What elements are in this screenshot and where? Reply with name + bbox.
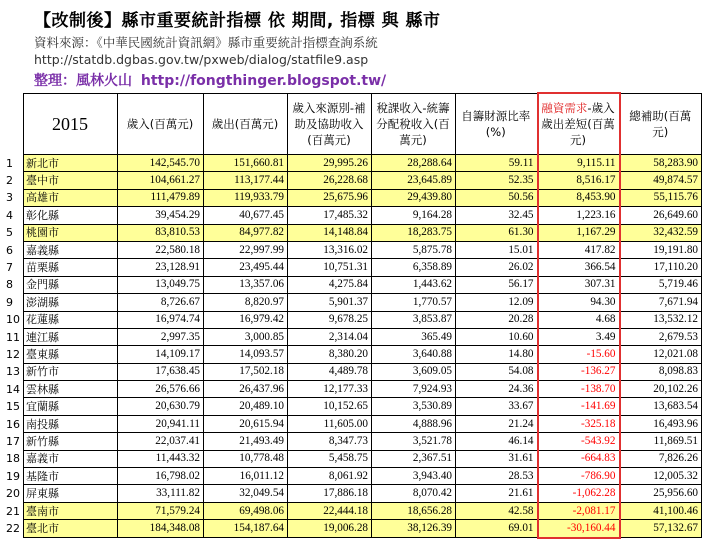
row-index: 14 [6, 382, 20, 396]
income-cell: 16,974.74 [118, 311, 204, 328]
expense-cell: 151,660.81 [204, 155, 288, 172]
revenue-source-cell: 2,314.04 [288, 328, 372, 345]
self-ratio-cell: 28.53 [456, 468, 538, 485]
revenue-source-cell: 9,678.25 [288, 311, 372, 328]
income-cell: 22,580.18 [118, 241, 204, 258]
income-cell: 8,726.67 [118, 294, 204, 311]
tax-share-cell: 3,609.05 [372, 363, 456, 380]
expense-cell: 154,187.64 [204, 520, 288, 538]
subsidy-cell: 20,102.26 [620, 381, 702, 398]
funding-need-cell: -136.27 [538, 363, 620, 380]
subsidy-cell: 57,132.67 [620, 520, 702, 538]
expense-cell: 16,011.12 [204, 468, 288, 485]
income-cell: 104,661.27 [118, 172, 204, 189]
county-name: 花蓮縣 [24, 311, 118, 328]
expense-cell: 14,093.57 [204, 346, 288, 363]
subsidy-cell: 41,100.46 [620, 502, 702, 519]
row-index: 18 [6, 452, 20, 466]
subsidy-cell: 55,115.76 [620, 189, 702, 206]
income-cell: 22,037.41 [118, 433, 204, 450]
revenue-source-cell: 5,458.75 [288, 450, 372, 467]
funding-need-cell: 307.31 [538, 276, 620, 293]
self-ratio-cell: 33.67 [456, 398, 538, 415]
subsidy-cell: 17,110.20 [620, 259, 702, 276]
income-cell: 184,348.08 [118, 520, 204, 538]
expense-header: 歲出(百萬元) [204, 93, 288, 155]
tax-share-cell: 3,530.89 [372, 398, 456, 415]
table-row [4, 485, 702, 502]
income-cell: 16,798.02 [118, 468, 204, 485]
tax-share-cell: 8,070.42 [372, 485, 456, 502]
county-name: 連江縣 [24, 328, 118, 345]
tax-share-cell: 3,943.40 [372, 468, 456, 485]
expense-cell: 21,493.49 [204, 433, 288, 450]
revenue-source-cell: 22,444.18 [288, 502, 372, 519]
county-name: 臺中市 [24, 172, 118, 189]
table-row [4, 155, 702, 172]
self-ratio-header: 自籌財源比率(%) [456, 93, 538, 155]
subsidy-cell: 7,826.26 [620, 450, 702, 467]
row-index: 16 [6, 417, 20, 431]
row-index: 3 [6, 191, 13, 205]
table-row [4, 276, 702, 293]
subsidy-cell: 13,683.54 [620, 398, 702, 415]
subsidy-cell: 8,098.83 [620, 363, 702, 380]
tax-share-cell: 1,443.62 [372, 276, 456, 293]
tax-share-cell: 3,521.78 [372, 433, 456, 450]
table-body [4, 155, 702, 538]
self-ratio-cell: 24.36 [456, 381, 538, 398]
expense-cell: 84,977.82 [204, 224, 288, 241]
table-header-row [4, 93, 702, 155]
credit-line [34, 70, 390, 90]
row-index: 21 [6, 504, 20, 518]
self-ratio-cell: 50.56 [456, 189, 538, 206]
funding-need-header-b: -歲入歲出差短(百萬元) [541, 101, 615, 147]
revenue-source-cell: 25,675.96 [288, 189, 372, 206]
table-row [4, 433, 702, 450]
revenue-source-cell: 5,901.37 [288, 294, 372, 311]
funding-need-cell: 8,516.17 [538, 172, 620, 189]
revenue-source-cell: 4,489.78 [288, 363, 372, 380]
self-ratio-cell: 21.24 [456, 415, 538, 432]
county-name: 苗栗縣 [24, 259, 118, 276]
revenue-source-cell: 8,347.73 [288, 433, 372, 450]
subsidy-cell: 58,283.90 [620, 155, 702, 172]
self-ratio-cell: 10.60 [456, 328, 538, 345]
table-row [4, 207, 702, 224]
revenue-source-cell: 12,177.33 [288, 381, 372, 398]
county-name: 雲林縣 [24, 381, 118, 398]
revenue-source-cell: 8,061.92 [288, 468, 372, 485]
tax-share-cell: 9,164.28 [372, 207, 456, 224]
county-name: 嘉義縣 [24, 241, 118, 258]
self-ratio-cell: 32.45 [456, 207, 538, 224]
county-name: 澎湖縣 [24, 294, 118, 311]
table-row [4, 381, 702, 398]
row-index: 9 [6, 295, 13, 309]
subsidy-header: 總補助(百萬元) [620, 93, 702, 155]
tax-share-cell: 3,640.88 [372, 346, 456, 363]
funding-need-cell: 9,115.11 [538, 155, 620, 172]
funding-need-cell: -141.69 [538, 398, 620, 415]
table-row [4, 468, 702, 485]
county-name: 基隆市 [24, 468, 118, 485]
subsidy-cell: 25,956.60 [620, 485, 702, 502]
table-row [4, 328, 702, 345]
self-ratio-cell: 12.09 [456, 294, 538, 311]
income-cell: 13,049.75 [118, 276, 204, 293]
county-name: 宜蘭縣 [24, 398, 118, 415]
table-row [4, 294, 702, 311]
revenue-source-cell: 4,275.84 [288, 276, 372, 293]
revenue-source-header: 歲入來源別-補助及協助收入(百萬元) [288, 93, 372, 155]
county-name: 臺南市 [24, 502, 118, 519]
subsidy-cell: 26,649.60 [620, 207, 702, 224]
tax-share-cell: 18,283.75 [372, 224, 456, 241]
county-name: 高雄市 [24, 189, 118, 206]
self-ratio-cell: 14.80 [456, 346, 538, 363]
subsidy-cell: 16,493.96 [620, 415, 702, 432]
subsidy-cell: 11,869.51 [620, 433, 702, 450]
income-cell: 111,479.89 [118, 189, 204, 206]
income-cell: 33,111.82 [118, 485, 204, 502]
funding-need-cell: -15.60 [538, 346, 620, 363]
subsidy-cell: 12,021.08 [620, 346, 702, 363]
county-name: 桃園市 [24, 224, 118, 241]
table-row [4, 172, 702, 189]
self-ratio-cell: 15.01 [456, 241, 538, 258]
subsidy-cell: 49,874.57 [620, 172, 702, 189]
subsidy-cell: 19,191.80 [620, 241, 702, 258]
revenue-source-cell: 11,605.00 [288, 415, 372, 432]
revenue-source-cell: 17,485.32 [288, 207, 372, 224]
county-name: 新竹縣 [24, 433, 118, 450]
credit-label: 整理：風林火山 [34, 73, 132, 89]
row-index: 6 [6, 243, 13, 257]
self-ratio-cell: 69.01 [456, 520, 538, 538]
row-index: 8 [6, 278, 13, 292]
subsidy-cell: 5,719.46 [620, 276, 702, 293]
funding-need-cell: 4.68 [538, 311, 620, 328]
table-row [4, 224, 702, 241]
funding-need-cell: 417.82 [538, 241, 620, 258]
self-ratio-cell: 20.28 [456, 311, 538, 328]
table-row [4, 346, 702, 363]
revenue-source-cell: 26,228.68 [288, 172, 372, 189]
table-row [4, 415, 702, 432]
income-cell: 11,443.32 [118, 450, 204, 467]
county-name: 新北市 [24, 155, 118, 172]
row-index: 10 [6, 313, 20, 327]
income-header: 歲入(百萬元) [118, 93, 204, 155]
income-cell: 39,454.29 [118, 207, 204, 224]
expense-cell: 10,778.48 [204, 450, 288, 467]
expense-cell: 20,489.10 [204, 398, 288, 415]
expense-cell: 113,177.44 [204, 172, 288, 189]
self-ratio-cell: 21.61 [456, 485, 538, 502]
table-row [4, 502, 702, 519]
expense-cell: 119,933.79 [204, 189, 288, 206]
income-cell: 71,579.24 [118, 502, 204, 519]
source-url[interactable]: http://statdb.dgbas.gov.tw/pxweb/dialog/statfile9.asp [34, 52, 369, 67]
row-index: 15 [6, 400, 20, 414]
stats-table [4, 92, 702, 539]
expense-cell: 16,979.42 [204, 311, 288, 328]
expense-cell: 8,820.97 [204, 294, 288, 311]
expense-cell: 22,997.99 [204, 241, 288, 258]
revenue-source-cell: 29,995.26 [288, 155, 372, 172]
table-row [4, 398, 702, 415]
subsidy-cell: 12,005.32 [620, 468, 702, 485]
revenue-source-cell: 14,148.84 [288, 224, 372, 241]
funding-need-cell: -1,062.28 [538, 485, 620, 502]
subsidy-cell: 32,432.59 [620, 224, 702, 241]
tax-share-cell: 365.49 [372, 328, 456, 345]
row-index: 20 [6, 487, 20, 501]
funding-need-cell: -786.90 [538, 468, 620, 485]
income-cell: 17,638.45 [118, 363, 204, 380]
row-index: 12 [6, 347, 20, 361]
income-cell: 20,630.79 [118, 398, 204, 415]
table-row [4, 241, 702, 258]
expense-cell: 17,502.18 [204, 363, 288, 380]
table-row [4, 311, 702, 328]
revenue-source-cell: 19,006.28 [288, 520, 372, 538]
tax-share-cell: 29,439.80 [372, 189, 456, 206]
income-cell: 14,109.17 [118, 346, 204, 363]
county-name: 新竹市 [24, 363, 118, 380]
tax-share-cell: 1,770.57 [372, 294, 456, 311]
tax-share-cell: 38,126.39 [372, 520, 456, 538]
revenue-source-cell: 8,380.20 [288, 346, 372, 363]
county-name: 嘉義市 [24, 450, 118, 467]
county-name: 南投縣 [24, 415, 118, 432]
expense-cell: 69,498.06 [204, 502, 288, 519]
self-ratio-cell: 52.35 [456, 172, 538, 189]
index-header [4, 93, 24, 155]
self-ratio-cell: 26.02 [456, 259, 538, 276]
tax-share-header: 稅課收入-統籌分配稅收入(百萬元) [372, 93, 456, 155]
revenue-source-cell: 10,751.31 [288, 259, 372, 276]
self-ratio-cell: 56.17 [456, 276, 538, 293]
income-cell: 83,810.53 [118, 224, 204, 241]
expense-cell: 40,677.45 [204, 207, 288, 224]
revenue-source-cell: 13,316.02 [288, 241, 372, 258]
row-index: 11 [6, 330, 20, 344]
income-cell: 20,941.11 [118, 415, 204, 432]
funding-need-cell: -138.70 [538, 381, 620, 398]
self-ratio-cell: 42.58 [456, 502, 538, 519]
funding-need-cell: 8,453.90 [538, 189, 620, 206]
self-ratio-cell: 46.14 [456, 433, 538, 450]
tax-share-cell: 3,853.87 [372, 311, 456, 328]
expense-cell: 3,000.85 [204, 328, 288, 345]
funding-need-header-a: 融資需求 [541, 101, 588, 115]
table-row [4, 189, 702, 206]
revenue-source-cell: 10,152.65 [288, 398, 372, 415]
row-index: 17 [6, 434, 20, 448]
self-ratio-cell: 61.30 [456, 224, 538, 241]
expense-cell: 13,357.06 [204, 276, 288, 293]
row-index: 2 [6, 174, 13, 188]
tax-share-cell: 6,358.89 [372, 259, 456, 276]
revenue-source-cell: 17,886.18 [288, 485, 372, 502]
tax-share-cell: 23,645.89 [372, 172, 456, 189]
row-index: 13 [6, 365, 20, 379]
row-index: 1 [6, 156, 13, 170]
table-row [4, 259, 702, 276]
row-index: 4 [6, 208, 13, 222]
funding-need-cell: -543.92 [538, 433, 620, 450]
funding-need-cell: -2,081.17 [538, 502, 620, 519]
funding-need-cell: -30,160.44 [538, 520, 620, 538]
expense-cell: 23,495.44 [204, 259, 288, 276]
page-title: 【改制後】縣市重要統計指標 依 期間, 指標 與 縣市 [34, 11, 441, 31]
tax-share-cell: 18,656.28 [372, 502, 456, 519]
row-index: 19 [6, 469, 20, 483]
tax-share-cell: 7,924.93 [372, 381, 456, 398]
table-row [4, 520, 702, 538]
year-header: 2015 [24, 93, 118, 155]
county-name: 屏東縣 [24, 485, 118, 502]
tax-share-cell: 5,875.78 [372, 241, 456, 258]
funding-need-cell: 94.30 [538, 294, 620, 311]
source-line: 資料來源：《中華民國統計資訊網》縣市重要統計指標查詢系統 [34, 35, 378, 50]
row-index: 7 [6, 261, 13, 275]
funding-need-cell: 1,223.16 [538, 207, 620, 224]
county-name: 彰化縣 [24, 207, 118, 224]
expense-cell: 20,615.94 [204, 415, 288, 432]
subsidy-cell: 7,671.94 [620, 294, 702, 311]
row-index: 5 [6, 226, 13, 240]
credit-url[interactable]: http://fongthinger.blogspot.tw/ [140, 73, 387, 89]
income-cell: 26,576.66 [118, 381, 204, 398]
county-name: 金門縣 [24, 276, 118, 293]
funding-need-cell: -664.83 [538, 450, 620, 467]
self-ratio-cell: 59.11 [456, 155, 538, 172]
subsidy-cell: 2,679.53 [620, 328, 702, 345]
row-index: 22 [6, 522, 20, 536]
expense-cell: 26,437.96 [204, 381, 288, 398]
self-ratio-cell: 31.61 [456, 450, 538, 467]
tax-share-cell: 4,888.96 [372, 415, 456, 432]
funding-need-cell: 366.54 [538, 259, 620, 276]
income-cell: 142,545.70 [118, 155, 204, 172]
expense-cell: 32,049.54 [204, 485, 288, 502]
subsidy-cell: 13,532.12 [620, 311, 702, 328]
income-cell: 2,997.35 [118, 328, 204, 345]
county-name: 臺東縣 [24, 346, 118, 363]
funding-need-cell: 1,167.29 [538, 224, 620, 241]
funding-need-cell: -325.18 [538, 415, 620, 432]
table-row [4, 450, 702, 467]
tax-share-cell: 2,367.51 [372, 450, 456, 467]
tax-share-cell: 28,288.64 [372, 155, 456, 172]
funding-need-header [538, 93, 620, 155]
self-ratio-cell: 54.08 [456, 363, 538, 380]
table-row [4, 363, 702, 380]
income-cell: 23,128.91 [118, 259, 204, 276]
funding-need-cell: 3.49 [538, 328, 620, 345]
county-name: 臺北市 [24, 520, 118, 538]
